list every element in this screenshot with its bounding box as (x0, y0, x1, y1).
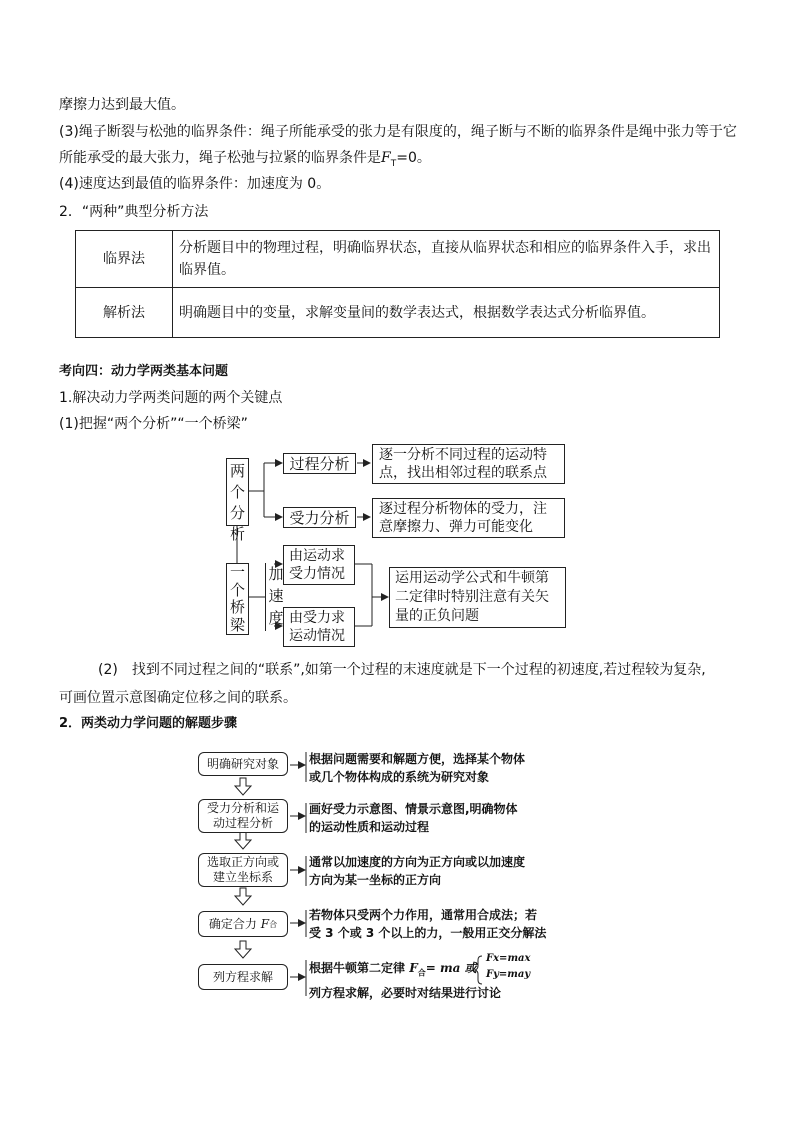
flow-desc-3b: 方向为某一坐标的正方向 (309, 873, 442, 887)
flow-desc-4a: 若物体只受两个力作用，通常用合成法；若 (309, 908, 538, 922)
flow-desc-2a: 画好受力示意图、情景示意图,明确物体 (309, 802, 518, 816)
method-desc-critical: 分析题目中的物理过程，明确临界状态，直接从临界状态和相应的临界条件入手，求出临界值。 (173, 231, 720, 288)
method-desc-analytic: 明确题目中的变量，求解变量间的数学表达式，根据数学表达式分析临界值。 (173, 288, 720, 338)
method-name-analytic: 解析法 (76, 288, 173, 338)
section4-title: 考向四：动力学两类基本问题 (59, 364, 229, 379)
method-name-critical: 临界法 (76, 231, 173, 288)
flow-desc-3a: 通常以加速度的方向为正方向或以加速度 (309, 855, 526, 869)
intro-F-symbol: F (381, 150, 391, 166)
intro-line-3: (4)速度达到最值的临界条件：加速度为 0。 (59, 176, 331, 192)
intro-line-1: 摩擦力达到最大值。 (59, 97, 185, 113)
section4-sub1a: (1)把握“两个分析”“一个桥梁” (59, 416, 248, 432)
intro-line-2e: =0。 (396, 150, 431, 166)
force-desc-box: 逐过程分析物体的受力，注意摩擦力、弹力可能变化 (372, 498, 565, 538)
flow-desc-5-F: F (409, 961, 418, 975)
flow-step-force-motion-analysis: 受力分析和运动过程分析 (198, 799, 288, 833)
flow-desc-2b: 的运动性质和运动过程 (309, 820, 430, 834)
section4-sub1: 1.解决动力学两类问题的两个关键点 (59, 390, 283, 406)
intro-line-2b-text: 所能承受的最大张力，绳子松弛与拉紧的临界条件是 (59, 150, 381, 166)
one-bridge-box: 一个桥梁 (226, 563, 249, 635)
force-analysis-box: 受力分析 (283, 507, 356, 528)
force-to-motion-box: 由受力求运动情况 (283, 607, 355, 647)
flow-desc-1a: 根据问题需要和解题方便，选择某个物体 (309, 752, 526, 766)
flow-desc-1b: 或几个物体构成的系统为研究对象 (309, 770, 490, 784)
process-desc-box: 逐一分析不同过程的运动特点，找出相邻过程的联系点 (372, 444, 565, 484)
flow-desc-5-sub: 合 (417, 968, 426, 978)
acceleration-label: 加速度 (265, 563, 286, 631)
flow-desc-5a-text: 根据牛顿第二定律 (309, 961, 406, 975)
section2-title: 2．两类动力学问题的解题步骤 (59, 716, 238, 731)
flow-step-identify-object: 明确研究对象 (198, 752, 288, 776)
para2-line2: 可画位置示意图确定位移之间的联系。 (59, 690, 297, 706)
flow-step-net-force-label: 确定合力 (208, 916, 257, 931)
two-analyses-box: 两个分析 (226, 458, 249, 526)
para2-line1: (2) 找到不同过程之间的“联系”,如第一个过程的末速度就是下一个过程的初速度,若过程较为复杂, (98, 662, 706, 678)
process-analysis-box: 过程分析 (283, 453, 356, 474)
flow-eq-y: Fy=may (486, 969, 531, 980)
intro-line-2a: (3)绳子断裂与松弛的临界条件：绳子所能承受的张力是有限度的，绳子断与不断的临界条件是绳中张力等于它 (59, 124, 737, 140)
intro-line-4: 2．“两种”典型分析方法 (59, 204, 209, 220)
flow-desc-5b: 列方程求解，必要时对结果进行讨论 (309, 986, 502, 1000)
flow-step-net-force (198, 911, 288, 937)
flow-step4-sub: 合 (269, 919, 278, 929)
flow-step-solve: 列方程求解 (198, 964, 288, 990)
flow-step-choose-direction: 选取正方向或建立坐标系 (198, 853, 288, 887)
flow-eq-x: Fx=max (486, 953, 531, 964)
bridge-desc-box: 运用运动学公式和牛顿第二定律时特别注意有关矢量的正负问题 (389, 567, 566, 628)
flow-desc-5-eq: = ma 或 (425, 961, 477, 975)
flow-F-symbol: F (260, 916, 270, 931)
intro-T-subscript: T (390, 158, 397, 169)
motion-to-force-box: 由运动求受力情况 (283, 545, 355, 585)
flow-desc-5a (309, 959, 477, 982)
flow-desc-4b: 受 3 个或 3 个以上的力，一般用正交分解法 (309, 926, 547, 940)
